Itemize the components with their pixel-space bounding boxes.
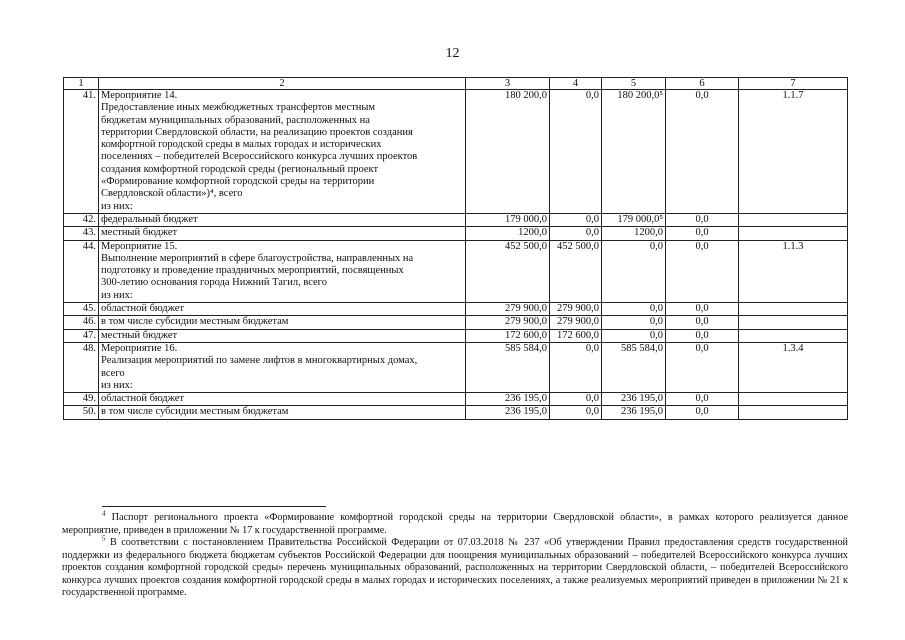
row-col-6: 0,0: [666, 316, 739, 329]
header-col-7: 7: [739, 78, 848, 90]
description-line: Мероприятие 14.: [101, 90, 178, 101]
description-line: «Формирование комфортной городской среды на территории: [101, 176, 375, 188]
row-number: 43.: [64, 227, 99, 240]
row-col-6: 0,0: [666, 342, 739, 392]
row-target-ref: [739, 227, 848, 240]
row-target-ref: 1.3.4: [739, 342, 848, 392]
row-description: [99, 90, 466, 214]
description-line: подготовку и проведение праздничных мероприятий, посвященных: [101, 265, 404, 277]
header-col-2: 2: [99, 78, 466, 90]
row-description: [99, 213, 466, 226]
row-total: 179 000,0: [466, 213, 550, 226]
description-line: поселениях – победителей Всероссийского конкурса лучших проектов: [101, 151, 418, 163]
header-row: [64, 78, 848, 90]
description-line: Выполнение мероприятий в сфере благоустройства, направленных на: [101, 252, 414, 264]
description-line: всего: [101, 367, 125, 379]
page-number: 12: [445, 46, 460, 61]
row-description: [99, 303, 466, 316]
row-col-5: 179 000,0⁵: [602, 213, 666, 226]
row-number: 49.: [64, 393, 99, 406]
row-description: [99, 342, 466, 392]
row-target-ref: [739, 316, 848, 329]
row-col-6: 0,0: [666, 406, 739, 419]
header-col-1: 1: [64, 78, 99, 90]
description-line: из них:: [101, 379, 133, 391]
table-body: [64, 90, 848, 420]
description-line: областной бюджет: [101, 303, 184, 315]
row-description: [99, 393, 466, 406]
description-line: из них:: [101, 289, 133, 301]
row-total: 585 584,0: [466, 342, 550, 392]
row-col-4: 279 900,0: [550, 316, 602, 329]
table-row: [64, 227, 848, 240]
row-col-4: 0,0: [550, 90, 602, 214]
table-row: [64, 393, 848, 406]
description-line: Мероприятие 15.: [101, 240, 178, 252]
row-col-4: 0,0: [550, 406, 602, 419]
row-col-6: 0,0: [666, 393, 739, 406]
row-col-5: 236 195,0: [602, 393, 666, 406]
row-col-4: 0,0: [550, 227, 602, 240]
table-row: [64, 329, 848, 342]
table-row: [64, 342, 848, 392]
table-row: [64, 406, 848, 419]
header-col-5: 5: [602, 78, 666, 90]
description-line: в том числе субсидии местным бюджетам: [101, 406, 289, 418]
footnote-mark: 4: [102, 509, 106, 518]
header-col-3: 3: [466, 78, 550, 90]
row-total: 236 195,0: [466, 406, 550, 419]
description-line: Реализация мероприятий по замене лифтов в многоквартирных домах,: [101, 355, 418, 367]
row-col-4: 452 500,0: [550, 240, 602, 302]
row-number: 44.: [64, 240, 99, 302]
row-total: 1200,0: [466, 227, 550, 240]
table-row: [64, 240, 848, 302]
table-row: [64, 213, 848, 226]
row-col-5: 236 195,0: [602, 406, 666, 419]
row-col-4: 172 600,0: [550, 329, 602, 342]
row-total: 452 500,0: [466, 240, 550, 302]
footnote-text: Паспорт регионального проекта «Формирование комфортной городской среды на территории Свердловской области», в рамках которого реализуется данное мероприятие, приведен в приложении № 17 к государственной программе.: [62, 512, 848, 536]
header-col-4: 4: [550, 78, 602, 90]
row-target-ref: [739, 393, 848, 406]
row-col-4: 0,0: [550, 393, 602, 406]
description-line: в том числе субсидии местным бюджетам: [101, 316, 289, 328]
row-col-4: 279 900,0: [550, 303, 602, 316]
row-col-6: 0,0: [666, 329, 739, 342]
row-total: 180 200,0: [466, 90, 550, 214]
description-line: из них:: [101, 200, 133, 212]
row-description: [99, 316, 466, 329]
row-number: 50.: [64, 406, 99, 419]
row-col-6: 0,0: [666, 90, 739, 214]
row-col-6: 0,0: [666, 227, 739, 240]
row-col-6: 0,0: [666, 240, 739, 302]
row-number: 42.: [64, 213, 99, 226]
row-col-4: 0,0: [550, 342, 602, 392]
measures-table: [63, 77, 848, 420]
row-col-5: 0,0: [602, 316, 666, 329]
description-line: Свердловской области»)⁴, всего: [101, 188, 243, 200]
row-col-5: 0,0: [602, 329, 666, 342]
row-target-ref: [739, 329, 848, 342]
description-line: местный бюджет: [101, 227, 178, 239]
row-target-ref: 1.1.3: [739, 240, 848, 302]
row-number: 47.: [64, 329, 99, 342]
row-number: 46.: [64, 316, 99, 329]
description-line: федеральный бюджет: [101, 213, 198, 225]
row-description: [99, 240, 466, 302]
row-col-4: 0,0: [550, 213, 602, 226]
row-target-ref: [739, 213, 848, 226]
header-col-6: 6: [666, 78, 739, 90]
row-total: 279 900,0: [466, 316, 550, 329]
row-number: 41.: [64, 90, 99, 214]
row-target-ref: [739, 406, 848, 419]
row-col-6: 0,0: [666, 303, 739, 316]
row-total: 236 195,0: [466, 393, 550, 406]
row-col-5: 1200,0: [602, 227, 666, 240]
description-line: 300-летию основания города Нижний Тагил, всего: [101, 277, 327, 289]
description-line: создания комфортной городской среды (региональный проект: [101, 163, 379, 175]
description-line: местный бюджет: [101, 329, 178, 341]
row-description: [99, 406, 466, 419]
footnote-5: [62, 534, 848, 600]
footnote-4: [62, 509, 848, 537]
footnote-mark: 5: [102, 534, 106, 543]
row-description: [99, 329, 466, 342]
row-target-ref: [739, 303, 848, 316]
footnotes: [62, 509, 848, 600]
row-col-5: 180 200,0⁵: [602, 90, 666, 214]
footnote-text: В соответствии с постановлением Правительства Российской Федерации от 07.03.2018 № 237 «Об утверждении Правил предоставления средств государственной поддержки из федерального бюджета бюджетам субъектов Российской Федерации для поощрения муниципальных образований – победителей Всероссийского конкурса лучших проектов создания комфортной городской среды» перечень муниципальных образований, расположенных на территории Свердловской области, – победителей Всероссийского конкурса лучших проектов создания комфортной городской среды в малых городах и исторических поселениях, а также реализуемых мероприятий приведен в приложении № 21 к государственной программе.: [62, 537, 848, 598]
row-total: 172 600,0: [466, 329, 550, 342]
row-total: 279 900,0: [466, 303, 550, 316]
table-header: [64, 78, 848, 90]
row-number: 48.: [64, 342, 99, 392]
description-line: областной бюджет: [101, 393, 184, 405]
description-line: комфортной городской среды в малых городах и исторических: [101, 139, 382, 151]
description-line: Мероприятие 16.: [101, 342, 178, 354]
row-col-6: 0,0: [666, 213, 739, 226]
footnote-divider: [102, 506, 326, 507]
row-description: [99, 227, 466, 240]
description-line: бюджетам муниципальных образований, расположенных на: [101, 114, 370, 126]
row-number: 45.: [64, 303, 99, 316]
table-row: [64, 90, 848, 214]
table-row: [64, 303, 848, 316]
row-col-5: 0,0: [602, 240, 666, 302]
description-line: территории Свердловской области, на реализацию проектов создания: [101, 126, 413, 138]
row-target-ref: 1.1.7: [739, 90, 848, 214]
table-row: [64, 316, 848, 329]
row-col-5: 585 584,0: [602, 342, 666, 392]
row-col-5: 0,0: [602, 303, 666, 316]
description-line: Предоставление иных межбюджетных трансфертов местным: [101, 102, 376, 114]
